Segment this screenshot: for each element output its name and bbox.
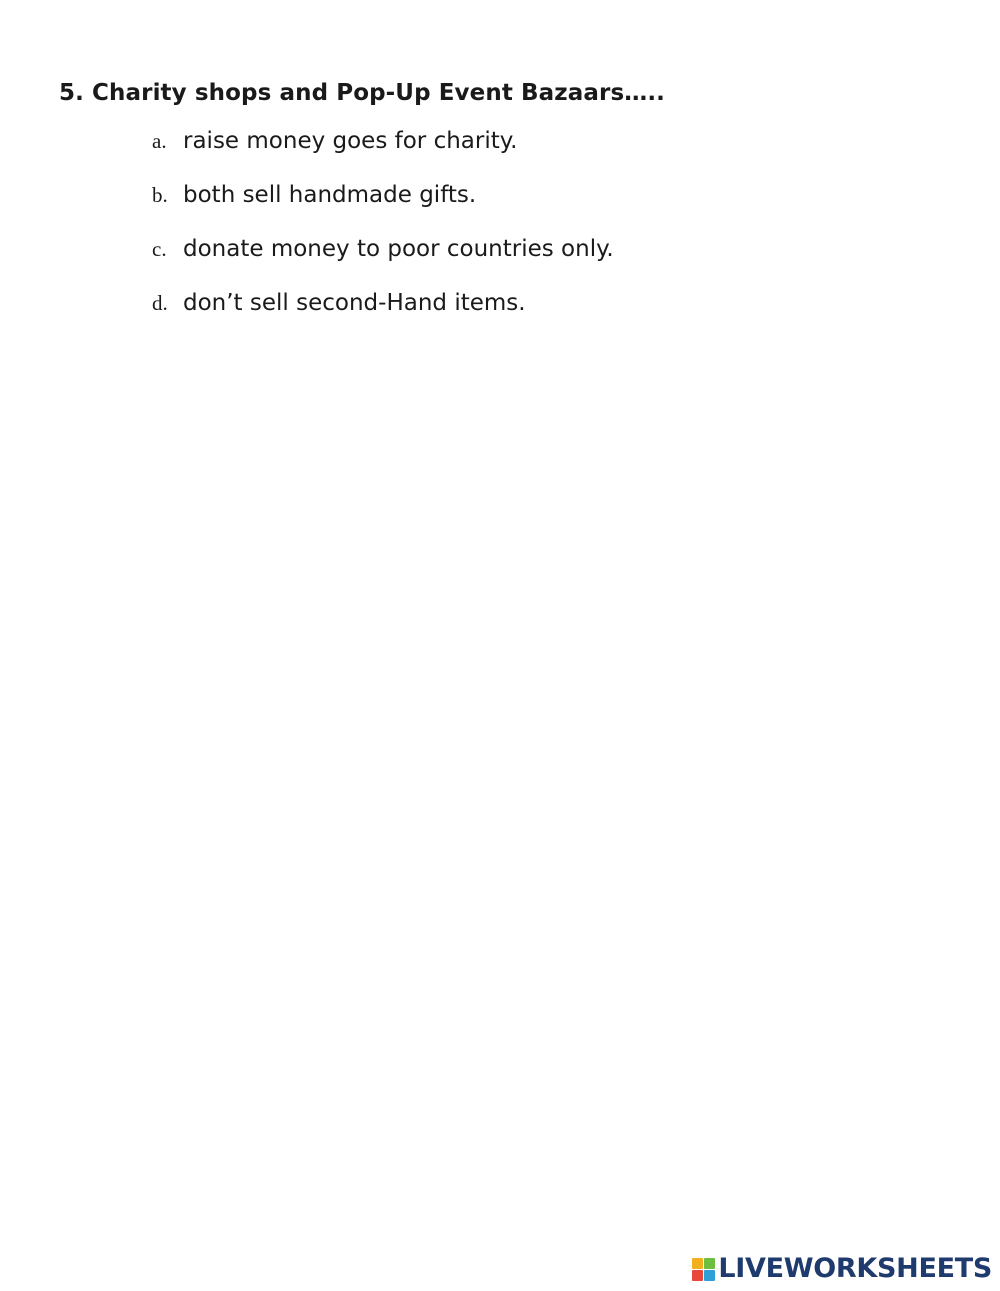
option-text: raise money goes for charity.: [183, 128, 518, 154]
option-letter: b.: [152, 183, 168, 207]
option-c[interactable]: [152, 236, 614, 290]
option-letter: a.: [152, 129, 167, 153]
option-text: donate money to poor countries only.: [183, 236, 614, 262]
logo-block-3: [692, 1270, 703, 1281]
option-text: both sell handmade gifts.: [183, 182, 477, 208]
option-a[interactable]: [152, 128, 614, 182]
logo-text: LIVEWORKSHEETS: [718, 1253, 992, 1284]
logo-block-4: [704, 1270, 715, 1281]
option-b[interactable]: [152, 182, 614, 236]
option-text: don’t sell second-Hand items.: [183, 290, 526, 316]
option-d[interactable]: [152, 290, 614, 344]
liveworksheets-logo: [692, 1252, 992, 1286]
question-text: 5. Charity shops and Pop-Up Event Bazaars…..: [59, 80, 666, 106]
logo-blocks-icon: [692, 1258, 715, 1281]
option-letter: c.: [152, 237, 167, 261]
logo-block-1: [692, 1258, 703, 1269]
answer-options: [152, 128, 614, 344]
logo-block-2: [704, 1258, 715, 1269]
option-letter: d.: [152, 291, 168, 315]
